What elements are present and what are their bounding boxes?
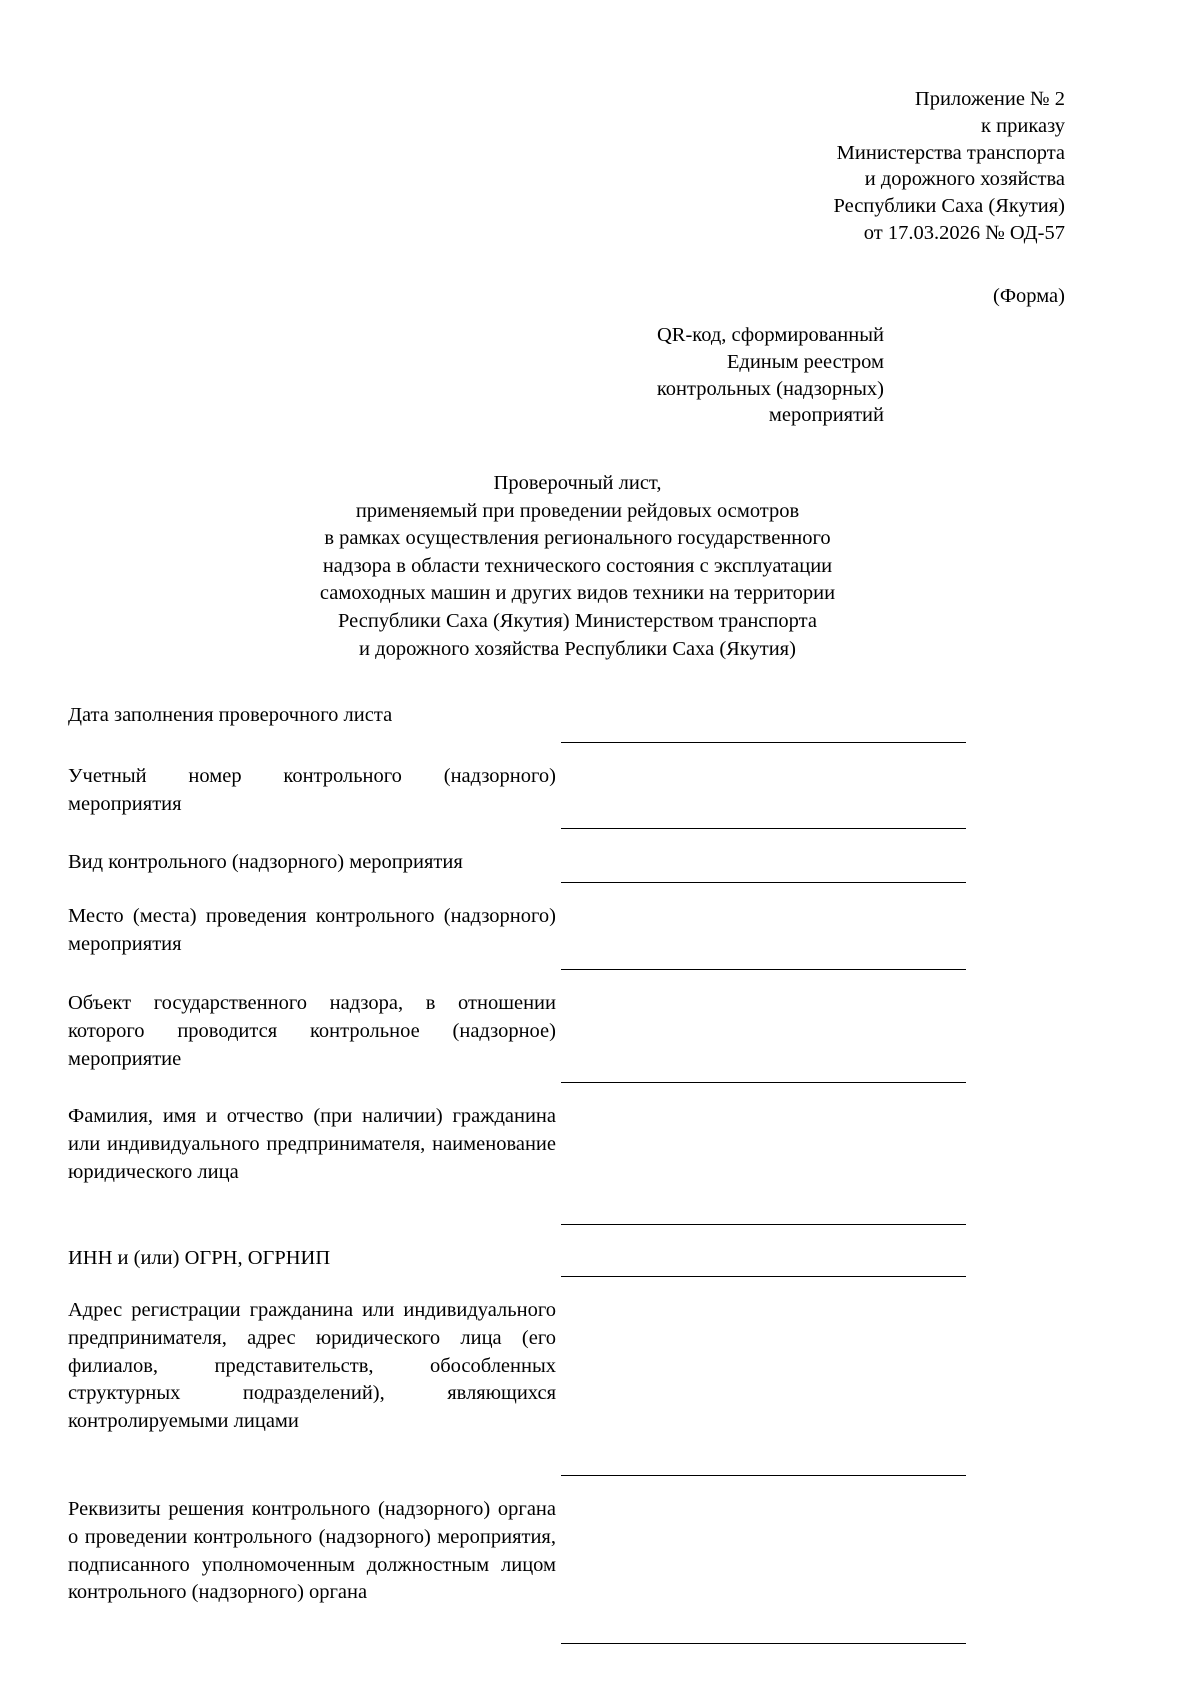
appendix-header [833, 86, 1065, 247]
qr-note-line: контрольных (надзорных) [656, 377, 884, 400]
field-label: Адрес регистрации гражданина или индивидуального предпринимателя, адрес юридического лица (его филиалов, представительств, обособленных структурных подразделений), являющихся контролируемыми лицами [68, 1299, 556, 1433]
field-decision-details [68, 1496, 968, 1644]
appendix-line: Министерства транспорта [836, 141, 1065, 164]
fill-in-line[interactable] [561, 1643, 966, 1644]
field-event-place [68, 903, 968, 970]
fill-in-line[interactable] [561, 828, 966, 829]
field-fill-date [68, 702, 968, 743]
fill-in-line[interactable] [561, 969, 966, 970]
field-label: Дата заполнения проверочного листа [68, 704, 393, 726]
field-registration-address [68, 1297, 968, 1476]
title-line: Республики Саха (Якутия) Министерством транспорта [338, 609, 817, 632]
fill-in-line[interactable] [561, 1082, 966, 1083]
field-label: Фамилия, имя и отчество (при наличии) гражданина или индивидуального предпринимателя, наименование юридического лица [68, 1105, 556, 1183]
field-label: Объект государственного надзора, в отношении которого проводится контрольное (надзорное) мероприятие [68, 992, 556, 1070]
appendix-line: Приложение № 2 [914, 88, 1065, 110]
field-registration-number [68, 763, 968, 829]
field-label: ИНН и (или) ОГРН, ОГРНИП [68, 1247, 331, 1269]
qr-note-line: Единым реестром [726, 350, 884, 373]
fill-in-line[interactable] [561, 1475, 966, 1476]
title-line: надзора в области технического состояния с эксплуатации [322, 554, 833, 577]
field-label: Реквизиты решения контрольного (надзорного) органа о проведении контрольного (надзорного) мероприятия, подписанного уполномоченным должностным лицом контрольного (надзорного) органа [68, 1498, 556, 1604]
fill-in-line[interactable] [561, 742, 966, 743]
qr-note-line: QR-код, сформированный [656, 324, 884, 346]
form-label: (Форма) [993, 285, 1065, 307]
title-line: Проверочный лист, [493, 472, 662, 494]
appendix-line: к приказу [981, 114, 1065, 137]
field-inn-ogrn [68, 1245, 968, 1277]
field-supervision-object [68, 990, 968, 1083]
field-person-name [68, 1103, 968, 1225]
field-label: Место (места) проведения контрольного (надзорного) мероприятия [68, 905, 556, 955]
title-line: и дорожного хозяйства Республики Саха (Якутия) [359, 637, 796, 660]
fill-in-line[interactable] [561, 1224, 966, 1225]
document-title [190, 470, 965, 663]
title-line: применяемый при проведении рейдовых осмотров [355, 499, 800, 522]
fill-in-line[interactable] [561, 1276, 966, 1277]
qr-note-line: мероприятий [768, 404, 884, 427]
field-label: Учетный номер контрольного (надзорного) мероприятия [68, 765, 556, 815]
field-event-type [68, 849, 968, 883]
appendix-line: от 17.03.2026 № ОД-57 [863, 221, 1065, 244]
appendix-line: и дорожного хозяйства [864, 168, 1065, 191]
appendix-line: Республики Саха (Якутия) [833, 195, 1065, 218]
checklist-fields [68, 702, 968, 1644]
title-line: самоходных машин и других видов техники на территории [319, 582, 836, 605]
field-label: Вид контрольного (надзорного) мероприятия [68, 851, 463, 873]
fill-in-line[interactable] [561, 882, 966, 883]
title-line: в рамках осуществления регионального государственного [324, 527, 831, 550]
qr-code-note [657, 322, 884, 429]
